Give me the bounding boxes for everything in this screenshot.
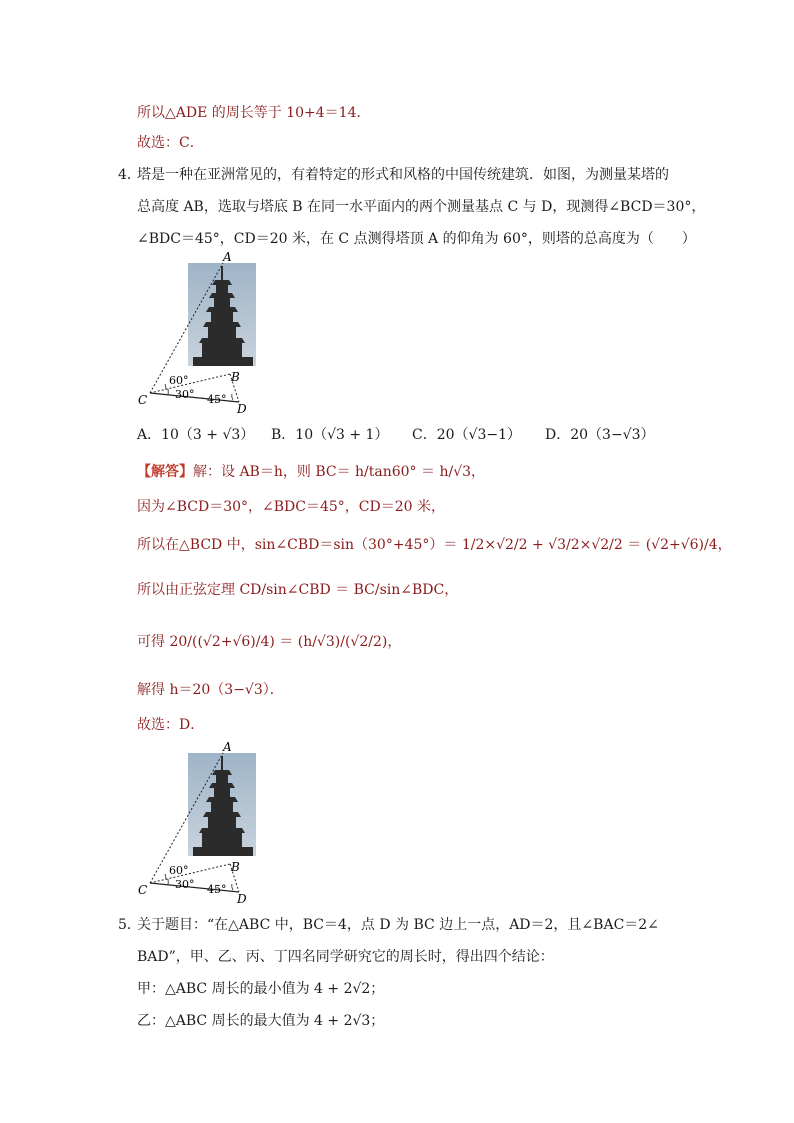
q5-text-line2: BAD”，甲、乙、丙、丁四名同学研究它的周长时，得出四个结论：: [137, 949, 554, 965]
label-C: C: [138, 883, 148, 897]
solution-line3: 所以在△BCD 中，sin∠CBD＝sin（30°+45°）＝ 1/2×√2/2 + √3/2×√2/2 ＝ (√2+√6)/4，: [137, 537, 732, 553]
solution-line6: 解得 h＝20（3−√3）．: [137, 682, 284, 698]
solution-line4: 所以由正弦定理 CD/sin∠CBD ＝ BC/sin∠BDC，: [137, 582, 459, 598]
pagoda-figure-2: [135, 740, 260, 910]
q4-text-line1: 塔是一种在亚洲常见的，有着特定的形式和风格的中国传统建筑．如图，为测量某塔的: [137, 167, 669, 183]
q5-conclusion-yi: 乙：△ABC 周长的最大值为 4 + 2√3；: [137, 1013, 385, 1029]
label-60: 60°: [169, 864, 189, 877]
q3-choice: 故选：C．: [137, 135, 204, 151]
label-30: 30°: [175, 388, 195, 401]
label-D: D: [237, 892, 247, 906]
label-45: 45°: [207, 883, 227, 896]
q5-number: 5．: [118, 917, 141, 933]
q4-text-line3: ∠BDC＝45°，CD＝20 米，在 C 点测得塔顶 A 的仰角为 60°，则塔的总高度为（ ）: [137, 231, 696, 247]
solution-tag: 【解答】: [137, 464, 193, 480]
label-45: 45°: [207, 393, 227, 406]
label-B: B: [231, 860, 240, 874]
label-A: A: [223, 740, 232, 754]
solution-line7: 故选：D．: [137, 717, 205, 733]
solution-line5: 可得 20/((√2+√6)/4) ＝ (h/√3)/(√2/2)，: [137, 634, 402, 650]
option-d: D．20（3−√3）: [545, 427, 655, 443]
q5-text-line1: 关于题目：“在△ABC 中，BC＝4，点 D 为 BC 边上一点，AD＝2，且∠BAC＝2∠: [137, 917, 659, 933]
option-a: A．10（3 + √3）: [137, 427, 255, 443]
solution-line2: 因为∠BCD＝30°，∠BDC＝45°，CD＝20 米，: [137, 499, 445, 515]
solution-line1: 【解答】解：设 AB＝h，则 BC＝ h/tan60° ＝ h/√3，: [137, 464, 486, 480]
q4-number: 4．: [118, 167, 141, 183]
label-B: B: [231, 370, 240, 384]
q5-conclusion-jia: 甲：△ABC 周长的最小值为 4 + 2√2；: [137, 981, 385, 997]
label-C: C: [138, 393, 148, 407]
label-30: 30°: [175, 878, 195, 891]
option-c: C．20（√3−1）: [412, 427, 521, 443]
q4-text-line2: 总高度 AB，选取与塔底 B 在同一水平面内的两个测量基点 C 与 D，现测得∠BCD＝30°，: [137, 199, 706, 215]
label-D: D: [237, 402, 247, 416]
label-A: A: [223, 250, 232, 264]
pagoda-figure-1: [135, 250, 260, 420]
label-60: 60°: [169, 374, 189, 387]
option-b: B．10（√3 + 1）: [271, 427, 389, 443]
q3-conclusion: 所以△ADE 的周长等于 10+4＝14．: [137, 105, 371, 121]
